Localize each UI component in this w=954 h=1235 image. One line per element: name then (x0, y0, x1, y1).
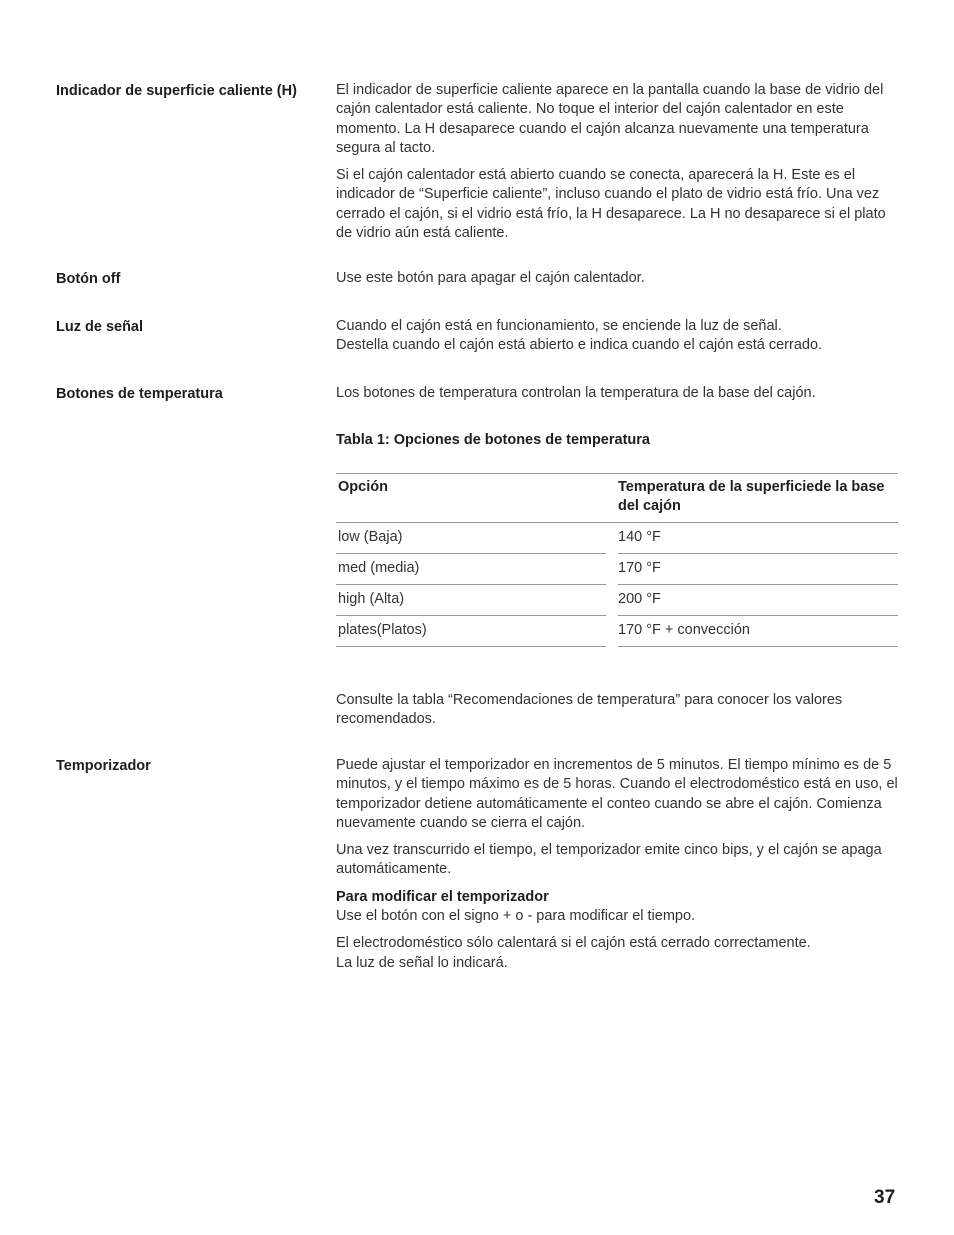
table-cell-option: med (media) (336, 554, 606, 585)
table-cell-temperature: 200 °F (618, 585, 898, 616)
term-signal-light: Luz de señal (56, 319, 144, 335)
paragraph: Puede ajustar el temporizador en incrementos de 5 minutos. El tiempo mínimo es de 5 minutos, y el tiempo máximo es de 5 horas. Cuando el electrodoméstico está en uso, el temporizador detiene automáticamente el conteo cuando se abre el cajón. Comienza nuevamente cuando se cierra el cajón. (336, 757, 898, 831)
desc-timer (336, 756, 898, 973)
table-header-row (336, 473, 898, 523)
table-row (336, 616, 898, 647)
desc-off-button (336, 269, 898, 296)
paragraph: Use el botón con el signo + o - para modificar el tiempo. (336, 908, 696, 925)
table-cell-option: high (Alta) (336, 585, 606, 616)
table-header-temperature: Temperatura de la superficiede la base del cajón (618, 479, 885, 514)
line: Cuando el cajón está en funcionamiento, se enciende la luz de señal. (336, 318, 782, 334)
paragraph: Una vez transcurrido el tiempo, el temporizador emite cinco bips, y el cajón se apaga automáticamente. (336, 842, 882, 878)
subheading: Para modificar el temporizador (336, 888, 549, 905)
paragraph: El indicador de superficie caliente aparece en la pantalla cuando la base de vidrio del cajón calentador está caliente. No toque el interior del cajón calentador en este momento. La H desaparece cuando el cajón alcanza nuevamente una temperatura segura al tacto. (336, 82, 884, 156)
table-row (336, 585, 898, 616)
line: La luz de señal lo indicará. (336, 954, 508, 971)
desc-signal-light (336, 317, 898, 356)
term-timer: Temporizador (56, 758, 151, 774)
desc-hot-surface-indicator (336, 81, 898, 251)
page-number: 37 (874, 1187, 896, 1208)
term-temperature-buttons: Botones de temperatura (56, 386, 223, 402)
table-row (336, 523, 898, 554)
table-cell-temperature: 170 °F (618, 554, 898, 585)
table-caption: Tabla 1: Opciones de botones de temperatura (336, 432, 650, 448)
table-cell-option: low (Baja) (336, 523, 606, 554)
line: Destella cuando el cajón está abierto e indica cuando el cajón está cerrado. (336, 337, 823, 354)
table-row (336, 554, 898, 585)
paragraph: Use este botón para apagar el cajón calentador. (336, 270, 645, 286)
table-header-option: Opción (338, 479, 388, 495)
paragraph: Si el cajón calentador está abierto cuando se conecta, aparecerá la H. Este es el indicador de “Superficie caliente”, incluso cuando el plato de vidrio está frío. Una vez cerrado el cajón, si el vidrio está frío, la H desaparece. La H no desaparece si el plato de vidrio aún está caliente. (336, 167, 886, 242)
paragraph: Los botones de temperatura controlan la temperatura de la base del cajón. (336, 385, 816, 401)
temperature-options-table (336, 473, 898, 647)
desc-temperature-buttons (336, 384, 898, 411)
term-off-button: Botón off (56, 271, 121, 287)
table-cell-temperature: 140 °F (618, 523, 898, 554)
line: El electrodoméstico sólo calentará si el cajón está cerrado correctamente. (336, 935, 811, 952)
table-cell-temperature: 170 °F + convección (618, 616, 898, 647)
paragraph: Consulte la tabla “Recomendaciones de temperatura” para conocer los valores recomendados. (336, 692, 843, 728)
table-cell-option: plates(Platos) (336, 616, 606, 647)
term-hot-surface-indicator: Indicador de superficie caliente (H) (56, 83, 297, 99)
desc-temperature-recommendations-note (336, 691, 898, 738)
